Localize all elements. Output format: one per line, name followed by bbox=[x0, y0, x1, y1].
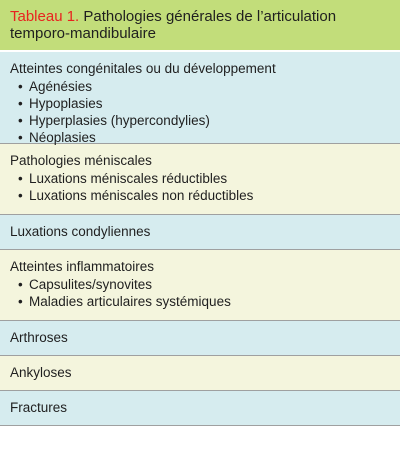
list-item: • Néoplasies bbox=[18, 130, 96, 145]
row-heading: Arthroses bbox=[10, 330, 68, 345]
bullet-icon: • bbox=[18, 171, 23, 186]
table-row bbox=[0, 52, 400, 144]
row-list bbox=[10, 276, 390, 310]
row-heading: Fractures bbox=[10, 400, 68, 415]
list-item: • Maladies articulaires systémiques bbox=[18, 294, 231, 309]
table-row bbox=[0, 391, 400, 426]
table-caption bbox=[0, 0, 400, 50]
bullet-icon: • bbox=[18, 113, 23, 128]
list-item: • Hypoplasies bbox=[18, 96, 103, 111]
table-row bbox=[0, 321, 400, 356]
bullet-icon: • bbox=[18, 96, 23, 111]
row-list bbox=[10, 170, 390, 204]
table-row bbox=[0, 215, 400, 250]
row-heading: Ankyloses bbox=[10, 365, 72, 380]
bullet-icon: • bbox=[18, 277, 23, 292]
table-row bbox=[0, 356, 400, 391]
table-title: Pathologies générales de l’articulation temporo-mandibulaire bbox=[10, 8, 337, 42]
bullet-icon: • bbox=[18, 130, 23, 145]
bullet-icon: • bbox=[18, 79, 23, 94]
row-heading: Atteintes inflammatoires bbox=[10, 259, 155, 274]
list-item: • Luxations méniscales réductibles bbox=[18, 171, 228, 186]
table-row bbox=[0, 144, 400, 215]
row-heading: Atteintes congénitales ou du développement bbox=[10, 61, 276, 76]
bullet-icon: • bbox=[18, 294, 23, 309]
table-number: Tableau 1. bbox=[10, 8, 80, 25]
bullet-icon: • bbox=[18, 188, 23, 203]
list-item: • Luxations méniscales non réductibles bbox=[18, 188, 254, 203]
table-row bbox=[0, 250, 400, 321]
list-item: • Capsulites/synovites bbox=[18, 277, 153, 292]
row-heading: Pathologies méniscales bbox=[10, 153, 152, 168]
list-item: • Agénésies bbox=[18, 79, 93, 94]
list-item: • Hyperplasies (hypercondylies) bbox=[18, 113, 210, 128]
row-heading: Luxations condyliennes bbox=[10, 224, 151, 239]
row-list bbox=[10, 78, 390, 146]
